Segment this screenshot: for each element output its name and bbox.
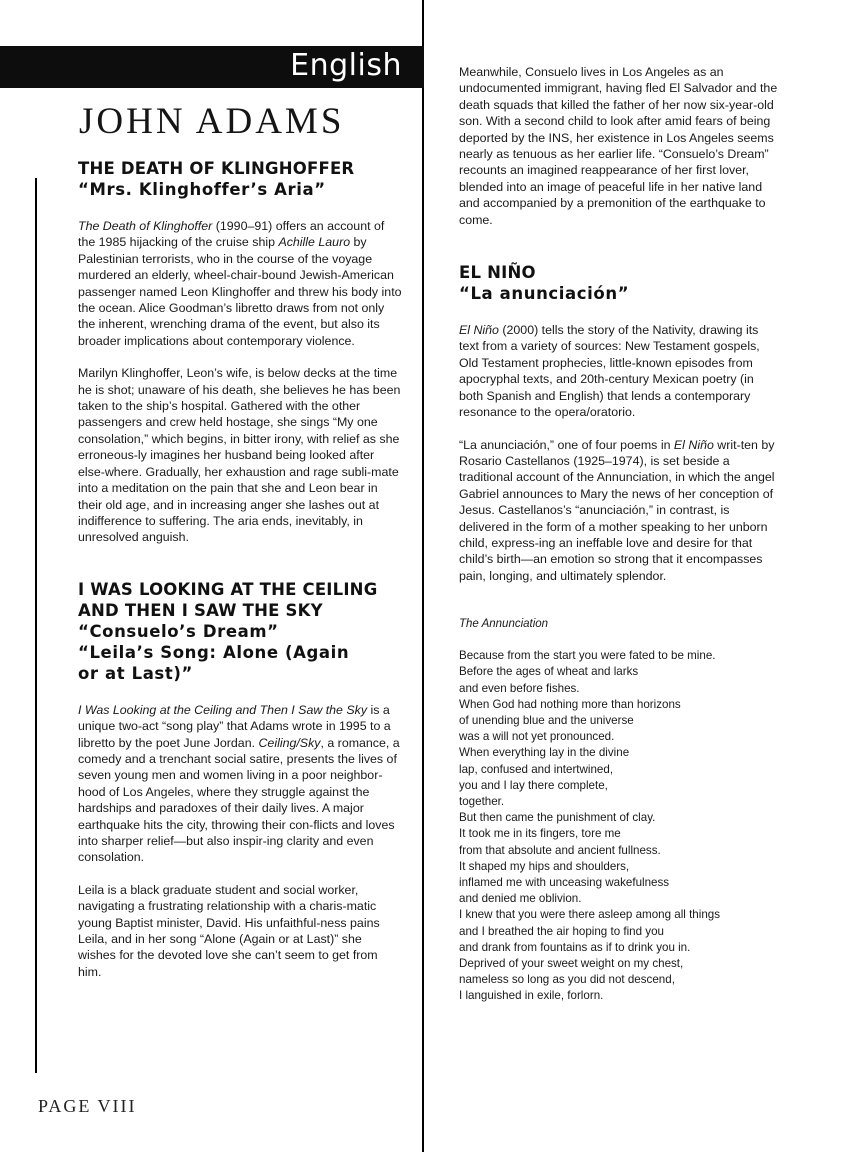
poem-line: and drank from fountains as if to drink you in. <box>459 940 691 954</box>
poem-line: and I breathed the air hoping to find you <box>459 924 664 938</box>
ceiling-paragraph: Leila is a black graduate student and social worker, navigating a frustrating relationship with a charis-matic young Baptist minister, David. His unfaithful-ness pains Leila, and in her song “Alone (Again or at Last)” she wishes for the devoted love she can’t seem to get from him. <box>78 882 380 979</box>
work-title: El Niño <box>673 437 714 452</box>
klinghoffer-paragraph: Marilyn Klinghoffer, Leon’s wife, is below decks at the time he is shot; unaware of his death, she believes he has been taken to the ship’s hospital. Gathered with the other passengers and crew held hostage, she sings “My one consolation,” which begins, in bitter irony, with relief as she erroneous-ly imagines her husband being looked after else-where. Gradually, her exhaustion and rage subli-mate into a meditation on the pain that she and Leon bear in their old age, and in increasing anger she lashes out at indifference to suffering. The aria ends, inevitably, in unresolved anguish. <box>78 366 401 545</box>
poem-line: It shaped my hips and shoulders, <box>459 859 630 873</box>
poem-line: lap, confused and intertwined, <box>459 762 614 776</box>
klinghoffer-paragraph: The Death of Klinghoffer (1990–91) offers an account of the 1985 hijacking of the cruise ship Achille Lauro by Palestinian terrorists, who in the course of the voyage murdered an elderly, wheel-chair-bound Jewish-American passenger named Leon Klinghoffer and threw his body into the ocean. Alice Goodman’s libretto draws from not only the inherent, wrenching drama of the event, but also its broader implications about contemporary violence. <box>78 219 402 348</box>
page-number: PAGE VIII <box>38 1096 137 1116</box>
ship-name: Achille Lauro <box>278 235 351 250</box>
nino-paragraph: “La anunciación,” one of four poems in El Niño writ-ten by Rosario Castellanos (1925–1974), is set beside a traditional account of the Annunciation, in which the angel Gabriel announces to Mary the news of her conception of Jesus. Castellanos’s “anunciación,” in contrast, is delivered in the form of a mother speaking to her unborn child, express-ing an ineffable love and desire for that child’s birth—an emotion so strong that it encompasses pain, longing, and ultimately splendor. <box>459 437 775 583</box>
ceiling-song: “Consuelo’s Dream” <box>78 621 279 641</box>
poem-line: When God had nothing more than horizons <box>459 697 681 711</box>
column-divider <box>422 0 424 1152</box>
klinghoffer-aria: “Mrs. Klinghoffer’s Aria” <box>78 180 326 199</box>
work-title: The Death of Klinghoffer <box>78 219 213 233</box>
right-column <box>459 64 779 1005</box>
work-title: El Niño <box>459 323 499 338</box>
poem-line: from that absolute and ancient fullness. <box>459 843 661 857</box>
poem-line: I knew that you were there asleep among all things <box>459 908 721 922</box>
poem-title: The Annunciation <box>459 618 549 631</box>
composer-name: JOHN ADAMS <box>79 101 345 142</box>
poem-line: nameless so long as you did not descend, <box>459 973 675 987</box>
language-label: English <box>290 48 402 83</box>
poem-line: Because from the start you were fated to be mine. <box>459 649 716 663</box>
left-margin-rule <box>35 178 37 1073</box>
poem-line: together. <box>459 794 505 808</box>
language-band <box>0 46 424 88</box>
poem-line: was a will not yet pronounced. <box>459 730 615 744</box>
poem-line: I languished in exile, forlorn. <box>459 989 604 1003</box>
ceiling-paragraph: I Was Looking at the Ceiling and Then I Saw the Sky is a unique two-act “song play” that Adams wrote in 1995 to a libretto by the poet June Jordan. Ceiling/Sky, a romance, a comedy and a trenchant social satire, presents the lives of seven young men and women living in a poor neighbor-hood of Los Angeles, where they struggle against the hardships and paradoxes of their daily lives. A major earthquake hits the city, throwing their con-flicts and loves into sharper relief—but also inspir-ing clarity and even consolation. <box>78 702 400 865</box>
poem <box>459 648 779 1004</box>
work-title: Ceiling/Sky <box>258 735 321 750</box>
poem-line: inflamed me with unceasing wakefulness <box>459 876 670 889</box>
poem-line: It took me in its fingers, tore me <box>459 827 621 841</box>
klinghoffer-title: THE DEATH OF KLINGHOFFER <box>78 159 355 178</box>
left-column <box>78 158 403 980</box>
poem-line: and even before fishes. <box>459 681 580 695</box>
nino-paragraph: El Niño (2000) tells the story of the Nativity, drawing its text from a variety of sources: New Testament gospels, Old Testament prophecies, little-known episodes from apocryphal texts, and 20th-century Mexican poetry (in both Spanish and English) that lends a contemporary resonance to the opera/oratorio. <box>459 323 760 420</box>
nino-title: EL NIÑO <box>459 263 536 283</box>
poem-line: and denied me oblivion. <box>459 892 582 906</box>
poem-line: of unending blue and the universe <box>459 713 634 727</box>
poem-line: When everything lay in the divine <box>459 746 630 760</box>
poem-line: Before the ages of wheat and larks <box>459 665 639 679</box>
ceiling-song: “Leila’s Song: Alone (Again or at Last)” <box>78 642 350 683</box>
poem-line: Deprived of your sweet weight on my chest, <box>459 957 684 971</box>
ceiling-paragraph: Meanwhile, Consuelo lives in Los Angeles as an undocumented immigrant, having fled El Salvador and the death squads that killed the father of her now six-year-old son. With a second child to look after amid fears of being deported by the INS, her existence in Los Angeles seems nearly as tenuous as her earlier life. “Consuelo’s Dream” recounts an imagined reappearance of her first lover, blended into an image of peaceful life in her native land and accompanied by a premonition of the earthquake to come. <box>459 65 778 227</box>
poem-line: But then came the punishment of clay. <box>459 811 656 825</box>
ceiling-title: I WAS LOOKING AT THE CEILING AND THEN I SAW THE SKY <box>78 579 378 620</box>
nino-aria: “La anunciación” <box>459 284 630 304</box>
work-title: I Was Looking at the Ceiling and Then I Saw the Sky <box>78 702 368 717</box>
poem-line: you and I lay there complete, <box>459 778 608 792</box>
